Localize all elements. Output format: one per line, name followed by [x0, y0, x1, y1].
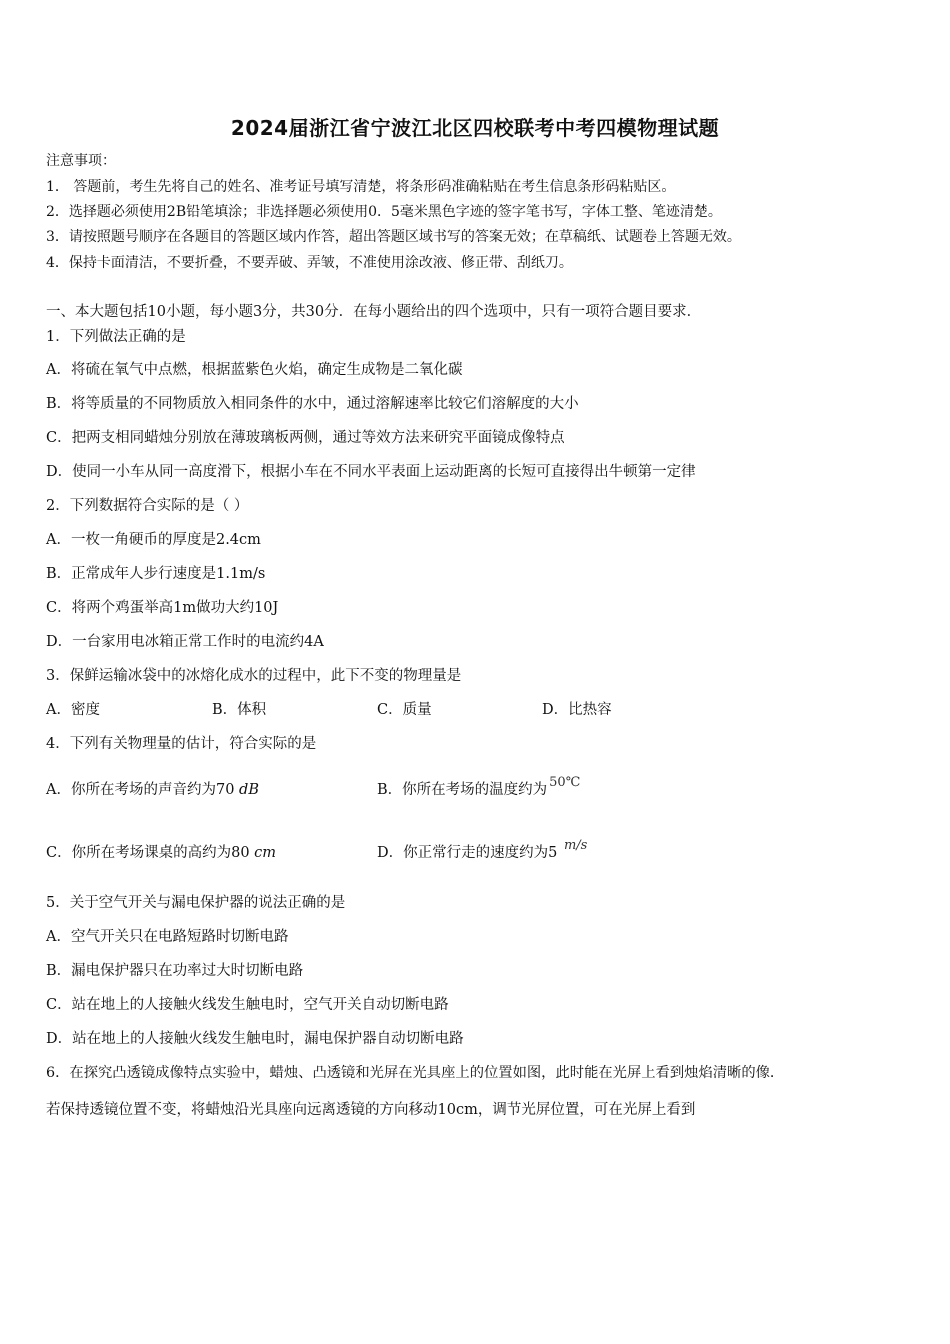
question-1-stem: 1．下列做法正确的是 — [46, 329, 186, 345]
notice-item: 4．保持卡面清洁，不要折叠，不要弄破、弄皱，不准使用涂改液、修正带、刮纸刀。 — [46, 255, 573, 271]
question-1-option-a: A．将硫在氧气中点燃，根据蓝紫色火焰，确定生成物是二氧化碳 — [46, 362, 463, 378]
option-text: C．你所在考场课桌的高约为80 — [46, 845, 255, 861]
unit-label: 50℃ — [549, 775, 581, 790]
question-5-option-a: A．空气开关只在电路短路时切断电路 — [46, 929, 289, 945]
question-2-option-d: D．一台家用电冰箱正常工作时的电流约4A — [46, 634, 324, 650]
question-3-option-c: C．质量 — [377, 702, 432, 718]
option-text: A．你所在考场的声音约为70 — [46, 782, 240, 798]
notice-item: 2．选择题必须使用2B铅笔填涂；非选择题必须使用0．5毫米黑色字迹的签字笔书写，字体工整、笔迹清楚。 — [46, 204, 722, 220]
question-4-option-d — [377, 838, 588, 864]
question-2-option-b: B．正常成年人步行速度是1.1m/s — [46, 566, 266, 582]
question-4-option-a — [46, 780, 259, 800]
unit-label: cm — [254, 845, 277, 861]
question-1-option-b: B．将等质量的不同物质放入相同条件的水中，通过溶解速率比较它们溶解度的大小 — [46, 396, 579, 412]
question-5-option-d: D．站在地上的人接触火线发生触电时，漏电保护器自动切断电路 — [46, 1031, 464, 1047]
question-2-option-c: C．将两个鸡蛋举高1m做功大约10J — [46, 600, 279, 616]
question-6-stem-continued: 若保持透镜位置不变，将蜡烛沿光具座向远离透镜的方向移动10cm，调节光屏位置，可在光屏上看到 — [46, 1102, 696, 1118]
notice-item: 3．请按照题号顺序在各题目的答题区域内作答，超出答题区域书写的答案无效；在草稿纸、试题卷上答题无效。 — [46, 229, 741, 245]
question-4-option-b — [377, 775, 581, 801]
question-2-stem: 2．下列数据符合实际的是（ ） — [46, 498, 249, 514]
question-3-option-b: B．体积 — [212, 702, 267, 718]
question-1-option-d: D．使同一小车从同一高度滑下，根据小车在不同水平表面上运动距离的长短可直接得出牛顿第一定律 — [46, 464, 696, 480]
unit-label: m/s — [563, 838, 588, 853]
notice-item: 1． 答题前，考生先将自己的姓名、准考证号填写清楚，将条形码准确粘贴在考生信息条形码粘贴区。 — [46, 179, 676, 195]
section-heading: 一、本大题包括10小题，每小题3分，共30分．在每小题给出的四个选项中，只有一项符合题目要求． — [46, 304, 702, 320]
question-6-stem: 6．在探究凸透镜成像特点实验中，蜡烛、凸透镜和光屏在光具座上的位置如图，此时能在光屏上看到烛焰清晰的像． — [46, 1065, 785, 1081]
question-5-option-b: B．漏电保护器只在功率过大时切断电路 — [46, 963, 304, 979]
question-5-option-c: C．站在地上的人接触火线发生触电时，空气开关自动切断电路 — [46, 997, 449, 1013]
option-text: D．你正常行走的速度约为5 — [377, 845, 562, 861]
unit-label: dB — [239, 782, 259, 798]
question-3-stem: 3．保鲜运输冰袋中的冰熔化成水的过程中，此下不变的物理量是 — [46, 668, 462, 684]
question-3-option-a: A．密度 — [46, 702, 100, 718]
page-title: 2024届浙江省宁波江北区四校联考中考四模物理试题 — [230, 116, 720, 140]
notice-heading: 注意事项： — [46, 153, 116, 169]
question-4-option-c — [46, 843, 276, 863]
question-1-option-c: C．把两支相同蜡烛分别放在薄玻璃板两侧，通过等效方法来研究平面镜成像特点 — [46, 430, 565, 446]
question-3-option-d: D．比热容 — [542, 702, 612, 718]
question-4-stem: 4．下列有关物理量的估计，符合实际的是 — [46, 736, 317, 752]
question-5-stem: 5．关于空气开关与漏电保护器的说法正确的是 — [46, 895, 346, 911]
question-2-option-a: A．一枚一角硬币的厚度是2.4cm — [46, 532, 261, 548]
option-text: B．你所在考场的温度约为 — [377, 782, 548, 798]
